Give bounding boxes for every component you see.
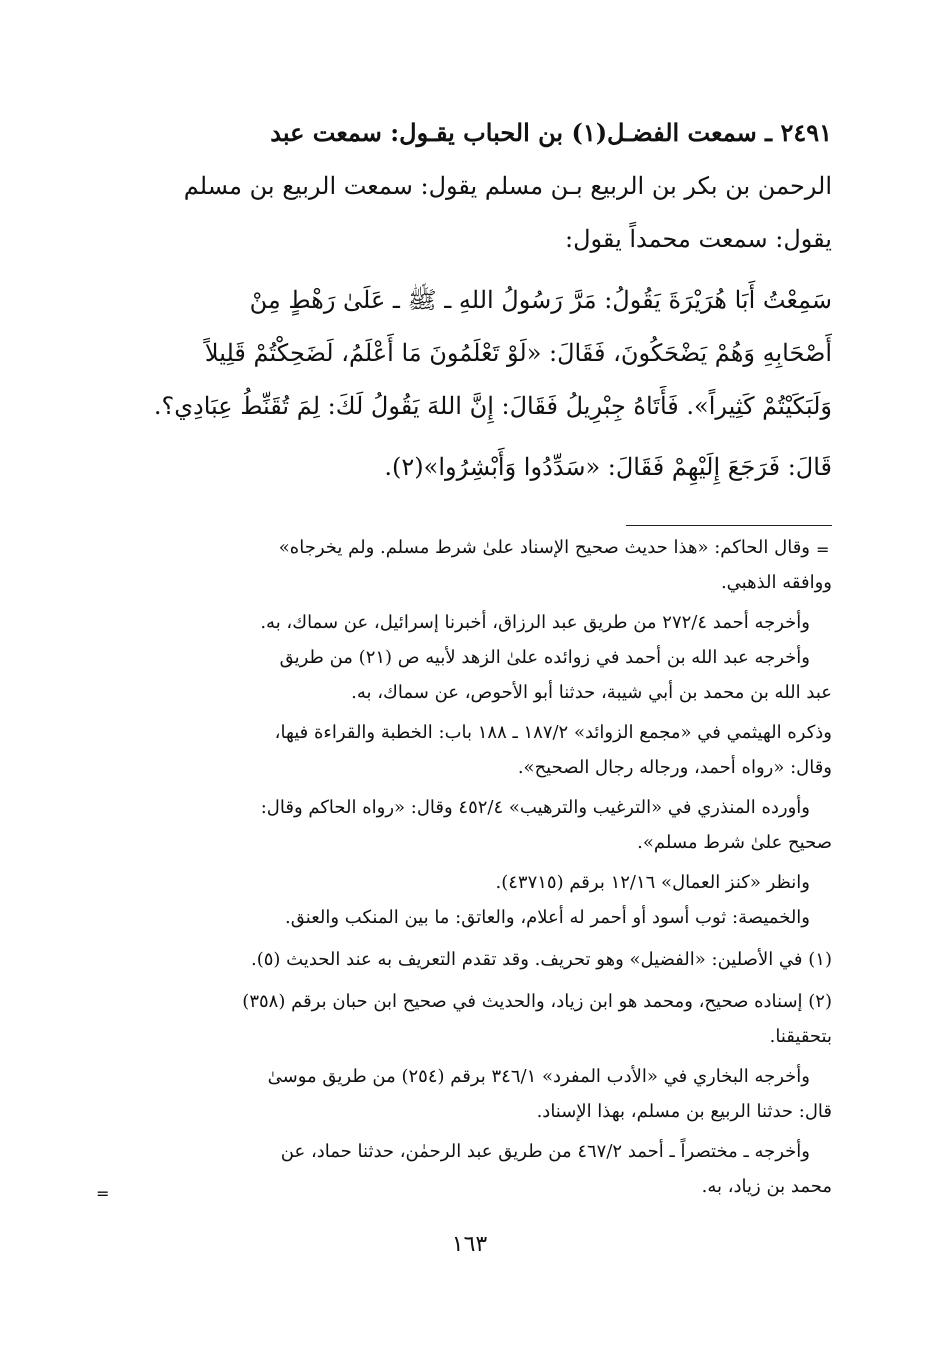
footnote-line: وأخرجه أحمد ٢٧٢/٤ من طريق عبد الرزاق، أخبرنا إسرائيل، عن سماك، به. (260, 612, 810, 633)
footnote-line: وأورده المنذري في «الترغيب والترهيب» ٤٥٢/٤ وقال: «رواه الحاكم وقال: (260, 797, 810, 818)
hadith-line-1: سَمِعْتُ أَبَا هُرَيْرَةَ يَقُولُ: مَرَّ رَسُولُ اللهِ ـ ﷺ ـ عَلَىٰ رَهْطٍ مِنْ (249, 286, 832, 314)
footnote-continuation-mark: = (816, 540, 830, 559)
page-number: ١٦٣ (451, 1232, 488, 1257)
isnad-line-1: ٢٤٩١ ـ سمعت الفضـل(١) بن الحباب يقـول: سمعت عبد (270, 118, 832, 147)
footnote-line: محمد بن زياد، به. (701, 1176, 832, 1197)
footnote-line: قال: حدثنا الربيع بن مسلم، بهذا الإسناد. (536, 1101, 832, 1122)
footnote-line: وأخرجه البخاري في «الأدب المفرد» ٣٤٦/١ برقم (٢٥٤) من طريق موسىٰ (267, 1066, 810, 1087)
footnote-line: وذكره الهيثمي في «مجمع الزوائد» ١٨٧/٢ ـ ١٨٨ باب: الخطبة والقراءة فيها، (274, 722, 832, 743)
footnote-line: وأخرجه ـ مختصراً ـ أحمد ٤٦٧/٢ من طريق عبد الرحمٰن، حدثنا حماد، عن (280, 1141, 810, 1162)
footnote-separator (626, 525, 832, 526)
hadith-line-2: أَصْحَابِهِ وَهُمْ يَضْحَكُونَ، فَقَالَ: «لَوْ تَعْلَمُونَ مَا أَعْلَمُ، لَضَحِكْتُمْ قَلِيلاً (204, 339, 832, 367)
footnote-line: صحيح علىٰ شرط مسلم». (637, 832, 832, 853)
footnote-line: وقال الحاكم: «هذا حديث صحيح الإسناد علىٰ شرط مسلم. ولم يخرجاه» (278, 537, 810, 558)
footnote-line: والخميصة: ثوب أسود أو أحمر له أعلام، والعاتق: ما بين المنكب والعنق. (285, 907, 810, 928)
footnote-line: وانظر «كنز العمال» ١٢/١٦ برقم (٤٣٧١٥). (495, 872, 810, 893)
footnote-line: وأخرجه عبد الله بن أحمد في زوائده علىٰ الزهد لأبيه ص (٢١) من طريق (279, 647, 810, 668)
footnote-1: (١) في الأصلين: «الفضيل» وهو تحريف. وقد تقدم التعريف به عند الحديث (٥). (251, 949, 832, 970)
hadith-line-3: وَلَبَكَيْتُمْ كَثِيراً». فَأَتَاهُ جِبْرِيلُ فَقَالَ: إِنَّ اللهَ يَقُولُ لَكَ: لِمَ تُقَنِّطُ عِبَادِي؟. (153, 392, 832, 420)
footnote-2: (٢) إسناده صحيح، ومحمد هو ابن زياد، والحديث في صحيح ابن حبان برقم (٣٥٨) (242, 991, 832, 1012)
footnote-end-mark: = (96, 1184, 110, 1203)
footnote-line: ووافقه الذهبي. (720, 572, 832, 593)
hadith-line-4: قَالَ: فَرَجَعَ إِلَيْهِمْ فَقَالَ: «سَدِّدُوا وَأَبْشِرُوا»(٢). (384, 453, 832, 481)
footnote-line: وقال: «رواه أحمد، ورجاله رجال الصحيح». (517, 757, 832, 778)
footnote-line: عبد الله بن محمد بن أبي شيبة، حدثنا أبو الأحوص، عن سماك، به. (351, 682, 832, 703)
isnad-line-3: يقول: سمعت محمداً يقول: (565, 225, 832, 253)
isnad-line-2: الرحمن بن بكر بن الربيع بـن مسلم يقول: سمعت الربيع بن مسلم (183, 172, 832, 200)
footnote-line: بتحقيقنا. (769, 1026, 832, 1047)
